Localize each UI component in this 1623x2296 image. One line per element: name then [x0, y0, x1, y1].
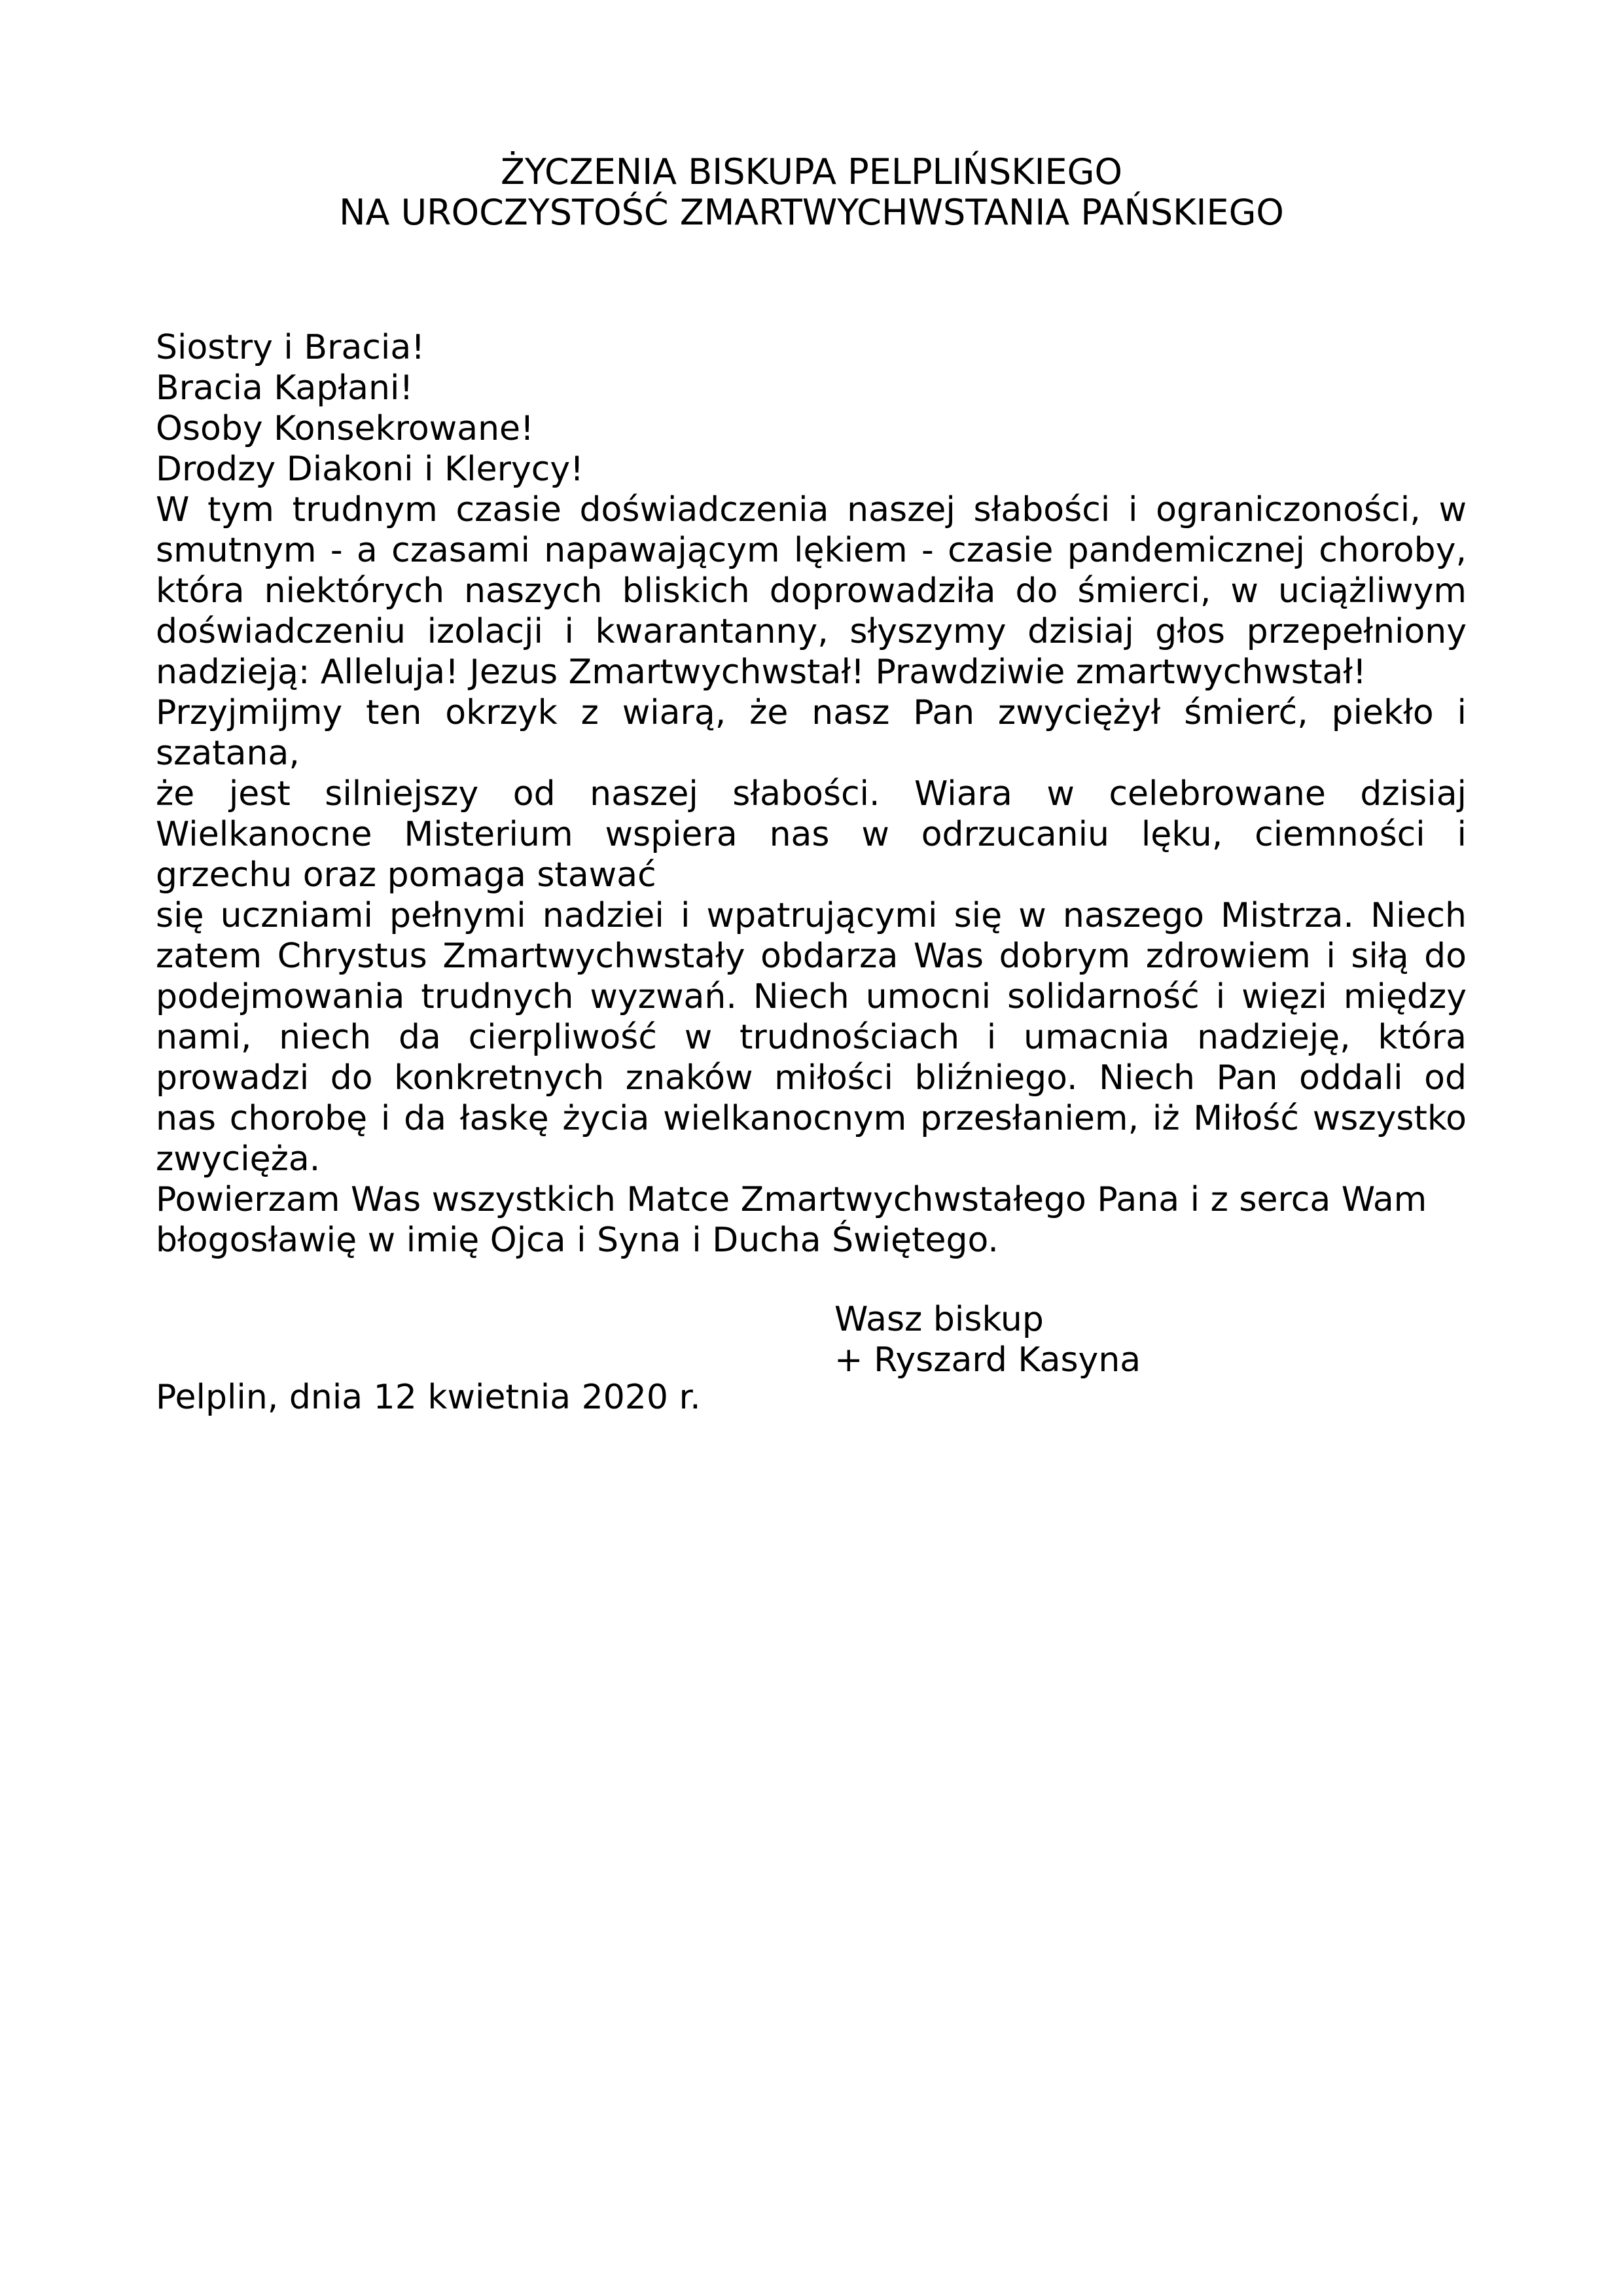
body-text-line: szatana, [156, 734, 300, 773]
signature-block [834, 1299, 1141, 1380]
body-text-line: nadzieją: Alleluja! Jezus Zmartwychwstał! Prawdziwie zmartwychwstał! [156, 653, 1366, 692]
title-line-1: ŻYCZENIA BISKUPA PELPLIŃSKIEGO [500, 151, 1123, 192]
body-text-line: zwycięża. [156, 1139, 321, 1179]
letter-body [156, 327, 1467, 1261]
document-title [0, 152, 1623, 233]
signature-name: + Ryszard Kasyna [834, 1340, 1141, 1380]
body-text-line: zatem Chrystus Zmartwychwstały obdarza Was dobrym zdrowiem i siłą do [156, 937, 1467, 976]
body-text-line: Wielkanocne Misterium wspiera nas w odrzucaniu lęku, ciemności i [156, 815, 1467, 854]
body-text-line: smutnym - a czasami napawającym lękiem - czasie pandemicznej choroby, [156, 531, 1467, 570]
body-text-line: się uczniami pełnymi nadziei i wpatrującymi się w naszego Mistrza. Niech [156, 896, 1467, 935]
body-text-line: błogosławię w imię Ojca i Syna i Ducha Świętego. [156, 1221, 999, 1260]
body-text-line: grzechu oraz pomaga stawać [156, 855, 656, 895]
body-text-line: że jest silniejszy od naszej słabości. Wiara w celebrowane dzisiaj [156, 774, 1467, 814]
title-line-2: NA UROCZYSTOŚĆ ZMARTWYCHWSTANIA PAŃSKIEGO [339, 192, 1284, 233]
body-text-line: która niektórych naszych bliskich doprowadziła do śmierci, w uciążliwym [156, 571, 1467, 611]
letter-paragraphs [156, 490, 1467, 1261]
signature-line-1: Wasz biskup [834, 1300, 1044, 1339]
body-text-line: podejmowania trudnych wyzwań. Niech umocni solidarność i więzi między [156, 977, 1467, 1016]
place-date: Pelplin, dnia 12 kwietnia 2020 r. [156, 1378, 701, 1417]
body-text-line: nas chorobę i da łaskę życia wielkanocnym przesłaniem, iż Miłość wszystko [156, 1099, 1467, 1138]
body-text-line: nami, niech da cierpliwość w trudnościach i umacnia nadzieję, która [156, 1018, 1467, 1057]
body-text-line: W tym trudnym czasie doświadczenia naszej słabości i ograniczoności, w [156, 490, 1467, 529]
body-text-line: doświadczeniu izolacji i kwarantanny, słyszymy dzisiaj głos przepełniony [156, 612, 1467, 651]
body-text-line: prowadzi do konkretnych znaków miłości bliźniego. Niech Pan oddali od [156, 1058, 1467, 1098]
greeting-line: Bracia Kapłani! [156, 368, 414, 408]
body-text-line: Powierzam Was wszystkich Matce Zmartwychwstałego Pana i z serca Wam [156, 1180, 1427, 1219]
greeting-line: Osoby Konsekrowane! [156, 409, 534, 448]
body-text-line: Przyjmijmy ten okrzyk z wiarą, że nasz Pan zwyciężył śmierć, piekło i [156, 693, 1467, 732]
greeting-line: Drodzy Diakoni i Klerycy! [156, 450, 584, 489]
greeting-line: Siostry i Bracia! [156, 328, 425, 367]
